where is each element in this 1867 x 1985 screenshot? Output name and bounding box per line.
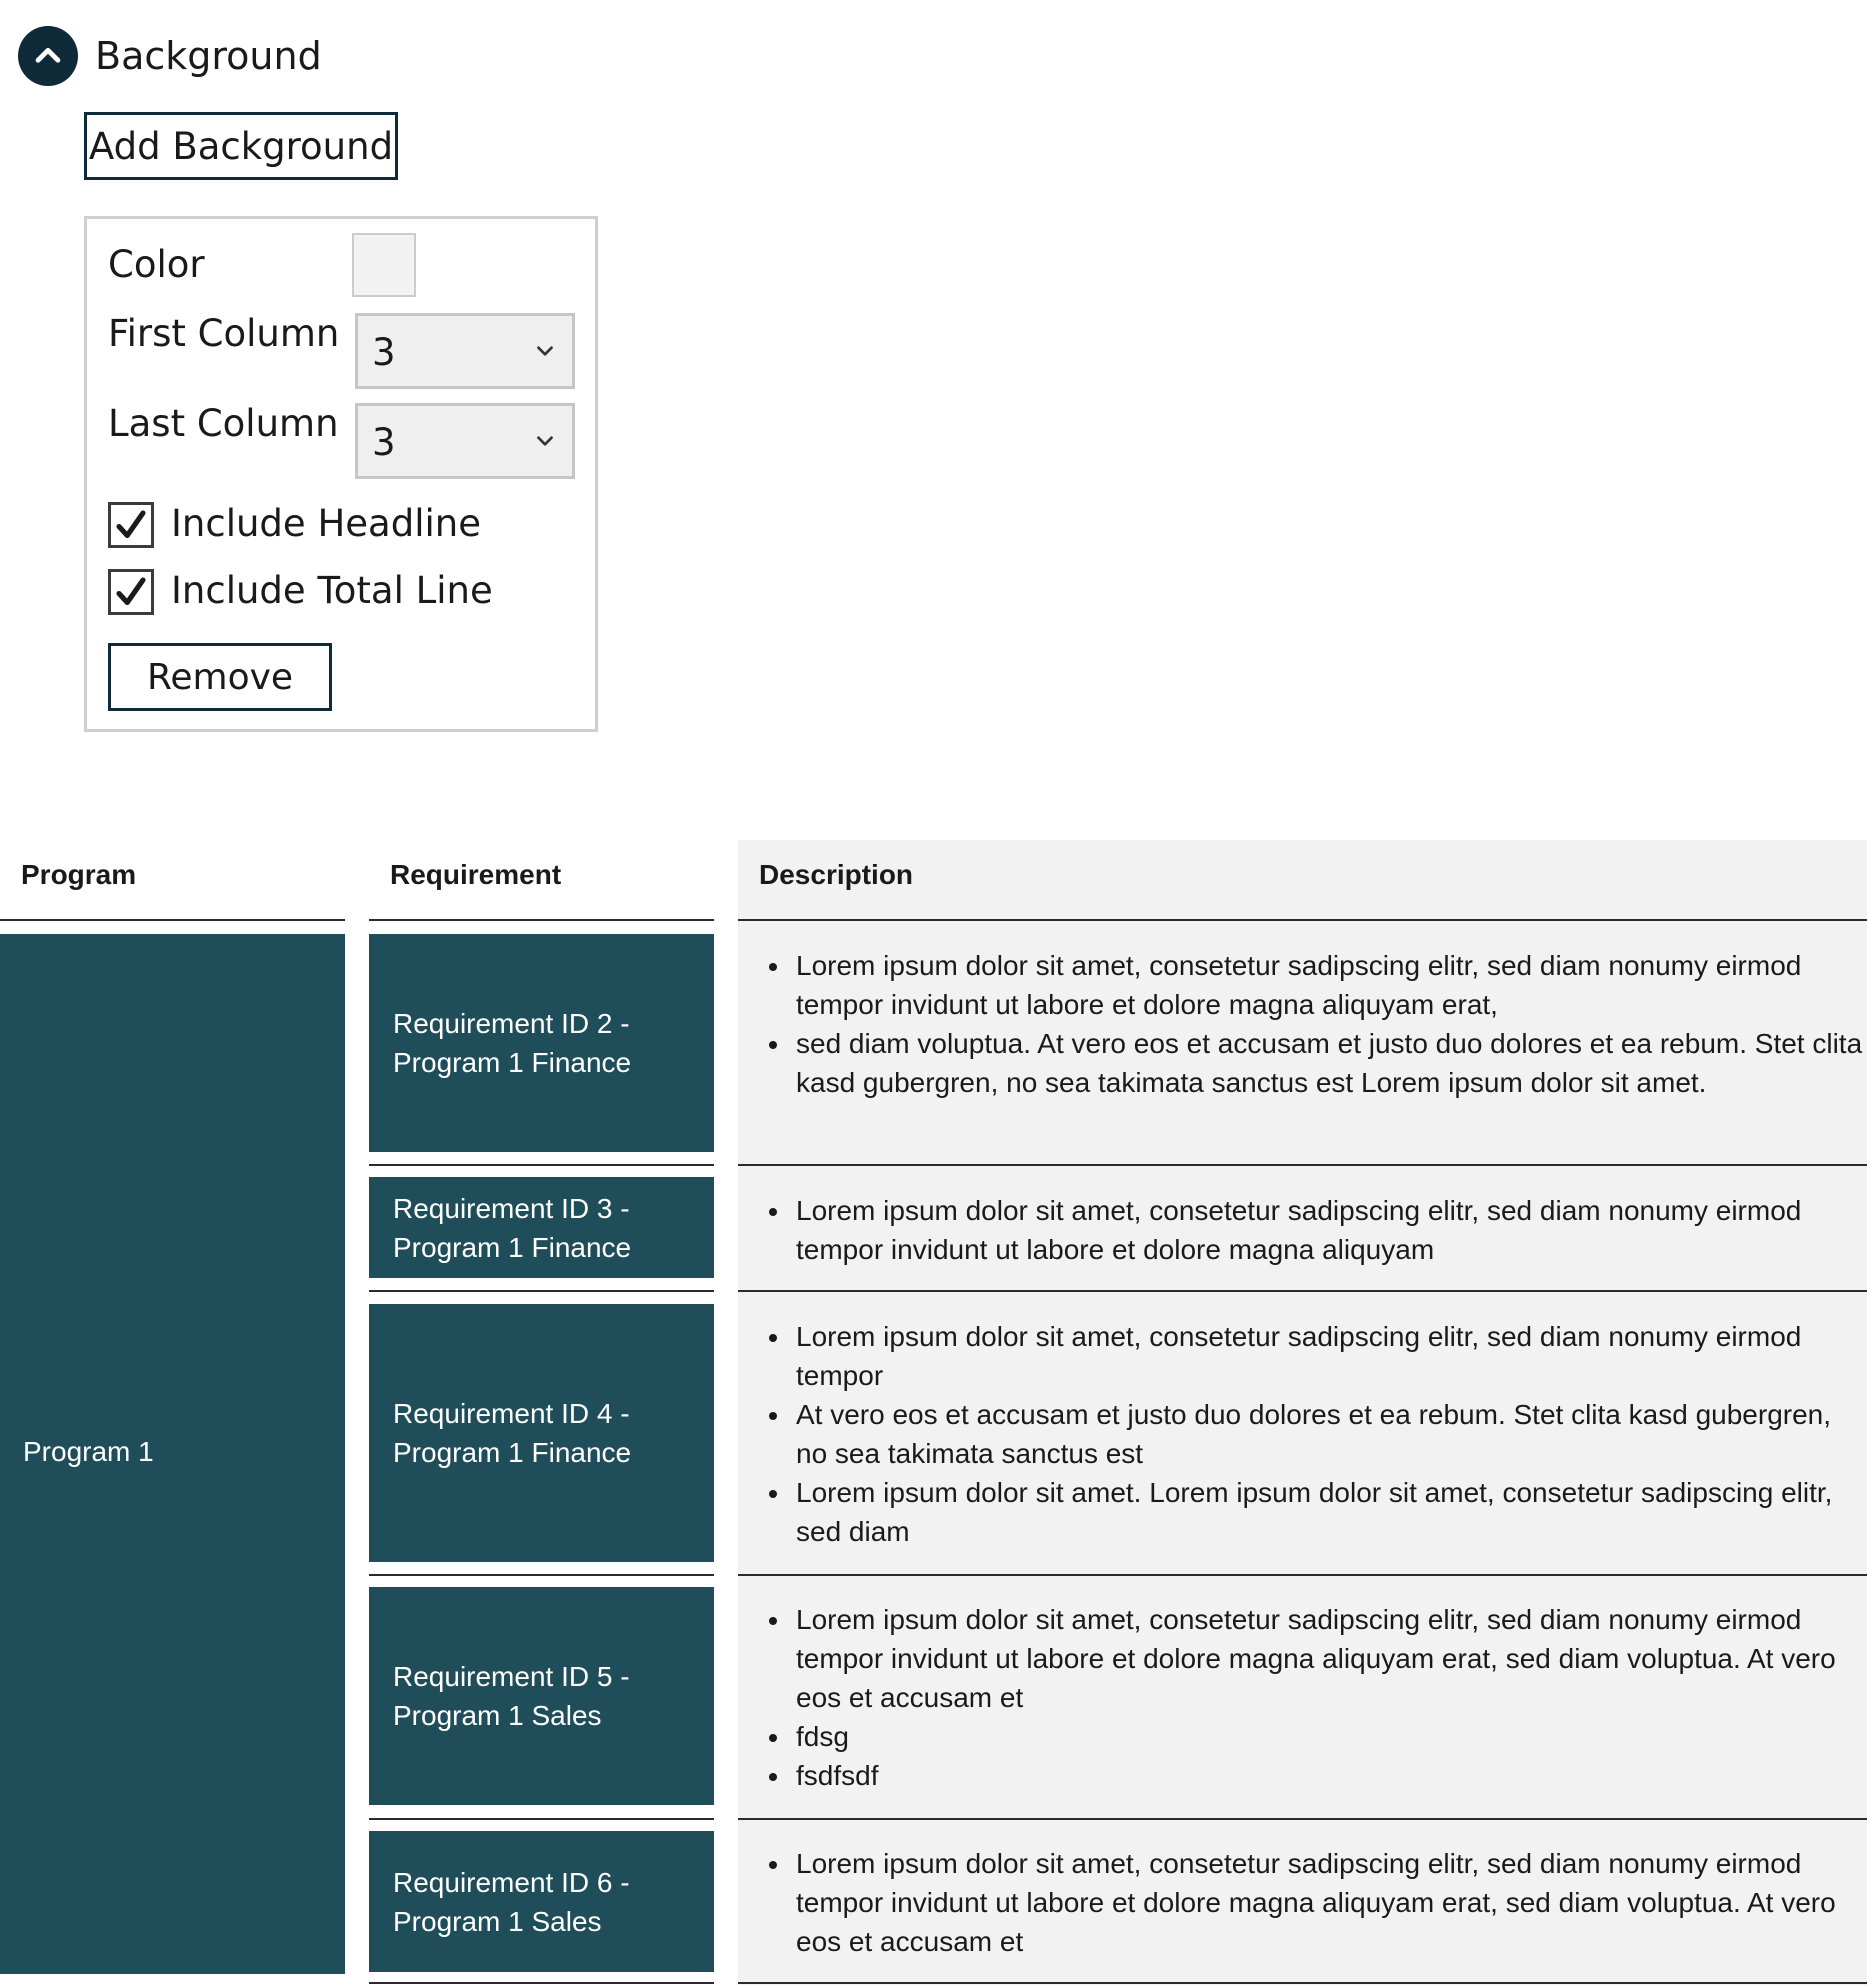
row-divider [369,1164,714,1166]
description-bullet: • Lorem ipsum dolor sit amet, consetetur sadipscing elitr, sed diam nonumy eirmod tempor invidunt ut labore et dolore magna aliquyam [792,1191,1867,1269]
row-divider [738,1290,1867,1292]
requirement-cell [369,1587,714,1805]
section-title: Background [95,34,322,78]
description-bullet: • fsdfsdf [792,1756,1867,1795]
description-cell [738,1600,1867,1795]
first-column-select[interactable] [355,313,575,389]
last-column-select[interactable] [355,403,575,479]
requirement-name: Requirement ID 4 - Program 1 Finance [393,1398,632,1468]
description-bullet: • At vero eos et accusam et justo duo dolores et ea rebum. Stet clita kasd gubergren, no sea takimata sanctus est [792,1395,1867,1473]
requirement-name: Requirement ID 3 - Program 1 Finance [393,1192,632,1263]
header-divider [0,919,345,921]
row-divider [369,1982,714,1984]
include-headline-label[interactable]: Include Headline [171,502,481,545]
row-divider [369,1574,714,1576]
program-name: Program 1 [23,1436,154,1467]
last-column-label: Last Column [108,402,339,445]
requirement-name: Requirement ID 6 - Program 1 Sales [393,1866,630,1937]
header-program: Program [21,859,137,890]
chevron-up-icon [31,39,65,73]
last-column-value: 3 [372,421,396,464]
checkmark-icon [113,574,149,610]
checkmark-icon [113,507,149,543]
header-description: Description [759,859,914,890]
description-bullet: • fdsg [792,1717,1867,1756]
description-cell [738,946,1867,1102]
remove-button[interactable]: Remove [108,643,332,711]
collapse-button[interactable] [18,26,78,86]
description-cell [738,1844,1867,1961]
row-divider [738,1574,1867,1576]
color-label: Color [108,243,205,286]
description-cell [738,1317,1867,1551]
row-divider [369,1290,714,1292]
requirement-name: Requirement ID 2 - Program 1 Finance [393,1008,632,1078]
requirement-cell [369,1831,714,1972]
row-divider [738,1164,1867,1166]
chevron-down-icon [534,340,556,362]
description-bullet: • Lorem ipsum dolor sit amet. Lorem ipsum dolor sit amet, consetetur sadipscing elitr, sed diam [792,1473,1867,1551]
requirement-name: Requirement ID 5 - Program 1 Sales [393,1661,630,1731]
include-headline-checkbox[interactable] [108,502,154,548]
background-settings-panel [84,216,598,732]
color-swatch[interactable] [352,233,416,297]
requirement-cell [369,1177,714,1278]
include-total-line-label[interactable]: Include Total Line [171,569,493,612]
first-column-label: First Column [108,312,340,355]
requirement-cell [369,934,714,1152]
first-column-value: 3 [372,331,396,374]
program-cell [0,934,345,1974]
header-divider [369,919,714,921]
row-divider [738,1818,1867,1820]
description-bullet: • Lorem ipsum dolor sit amet, consetetur sadipscing elitr, sed diam nonumy eirmod tempor invidunt ut labore et dolore magna aliquyam erat, [792,946,1867,1024]
description-cell [738,1191,1867,1269]
requirement-cell [369,1304,714,1562]
add-background-button[interactable]: Add Background [84,112,398,180]
header-divider [738,919,1867,921]
description-bullet: • Lorem ipsum dolor sit amet, consetetur sadipscing elitr, sed diam nonumy eirmod tempor invidunt ut labore et dolore magna aliquyam erat, sed diam voluptua. At vero eos et accusam et [792,1600,1867,1717]
row-divider [738,1982,1867,1984]
description-bullet: • sed diam voluptua. At vero eos et accusam et justo duo dolores et ea rebum. Stet clita kasd gubergren, no sea takimata sanctus est Lorem ipsum dolor sit amet. [792,1024,1867,1102]
header-requirement: Requirement [390,859,562,890]
description-bullet: • Lorem ipsum dolor sit amet, consetetur sadipscing elitr, sed diam nonumy eirmod tempor [792,1317,1867,1395]
chevron-down-icon [534,430,556,452]
row-divider [369,1818,714,1820]
include-total-line-checkbox[interactable] [108,569,154,615]
description-bullet: • Lorem ipsum dolor sit amet, consetetur sadipscing elitr, sed diam nonumy eirmod tempor invidunt ut labore et dolore magna aliquyam erat, sed diam voluptua. At vero eos et accusam et [792,1844,1867,1961]
